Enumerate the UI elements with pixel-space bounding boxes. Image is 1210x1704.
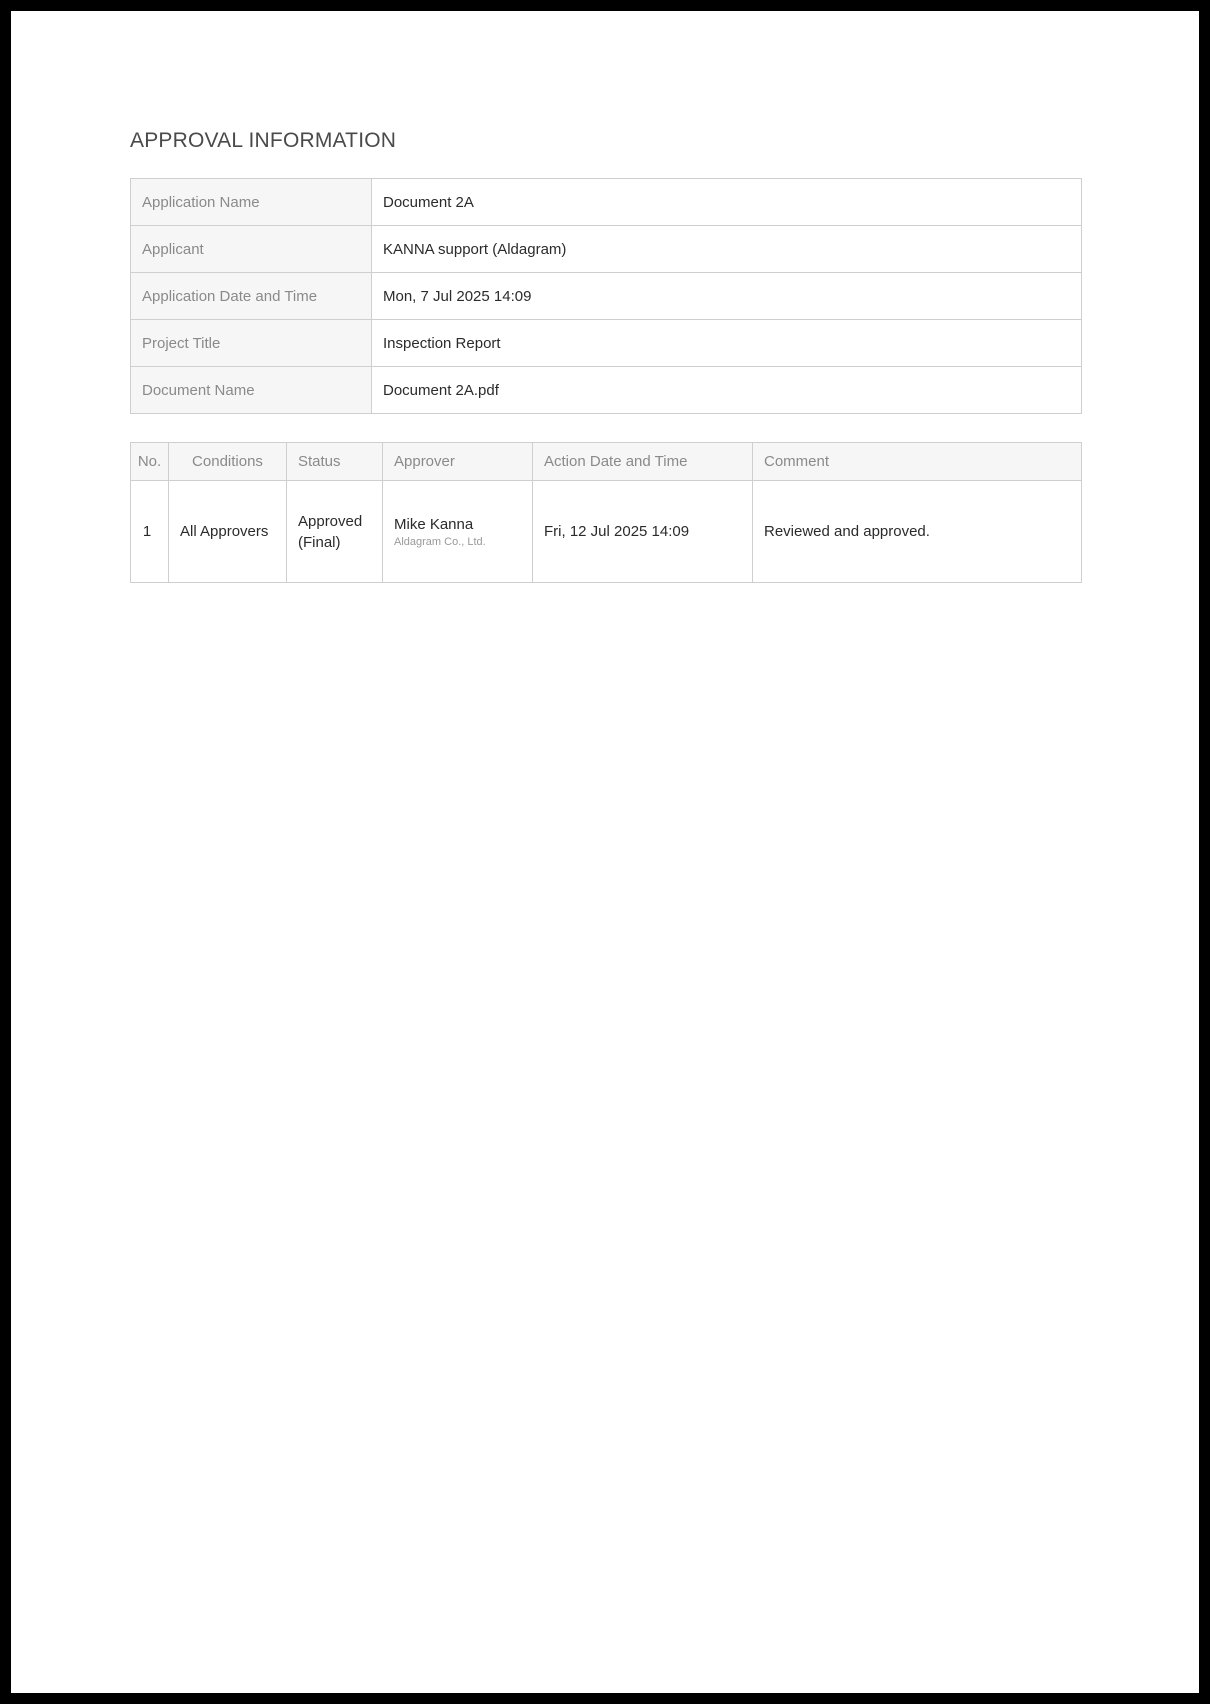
approver-company: Aldagram Co., Ltd. [394, 536, 486, 548]
row-no: 1 [131, 481, 169, 583]
header-approver: Approver [383, 443, 533, 481]
approval-row [131, 481, 1082, 583]
info-label: Application Name [131, 179, 372, 226]
info-value: Mon, 7 Jul 2025 14:09 [372, 273, 1082, 320]
row-conditions: All Approvers [169, 481, 287, 583]
info-value: KANNA support (Aldagram) [372, 226, 1082, 273]
info-row [131, 179, 1082, 226]
info-value: Document 2A [372, 179, 1082, 226]
status-line-2: (Final) [298, 533, 341, 551]
application-info-table [130, 178, 1082, 414]
header-conditions: Conditions [169, 443, 287, 481]
info-value: Document 2A.pdf [372, 367, 1082, 414]
info-value: Inspection Report [372, 320, 1082, 367]
row-comment: Reviewed and approved. [753, 481, 1082, 583]
row-status [287, 481, 383, 583]
info-row [131, 320, 1082, 367]
info-label: Project Title [131, 320, 372, 367]
approval-history-table [130, 442, 1082, 583]
info-row [131, 367, 1082, 414]
approval-header-row [131, 443, 1082, 481]
info-label: Applicant [131, 226, 372, 273]
row-action-date: Fri, 12 Jul 2025 14:09 [533, 481, 753, 583]
row-approver [383, 481, 533, 583]
section-title: APPROVAL INFORMATION [130, 129, 397, 152]
header-comment: Comment [753, 443, 1082, 481]
status-line-1: Approved [298, 512, 363, 530]
info-row [131, 226, 1082, 273]
info-label: Document Name [131, 367, 372, 414]
info-label: Application Date and Time [131, 273, 372, 320]
header-status: Status [287, 443, 383, 481]
header-action-date: Action Date and Time [533, 443, 753, 481]
info-row [131, 273, 1082, 320]
document-page [11, 11, 1199, 1693]
header-no: No. [131, 443, 169, 481]
approver-name: Mike Kanna [394, 516, 474, 533]
